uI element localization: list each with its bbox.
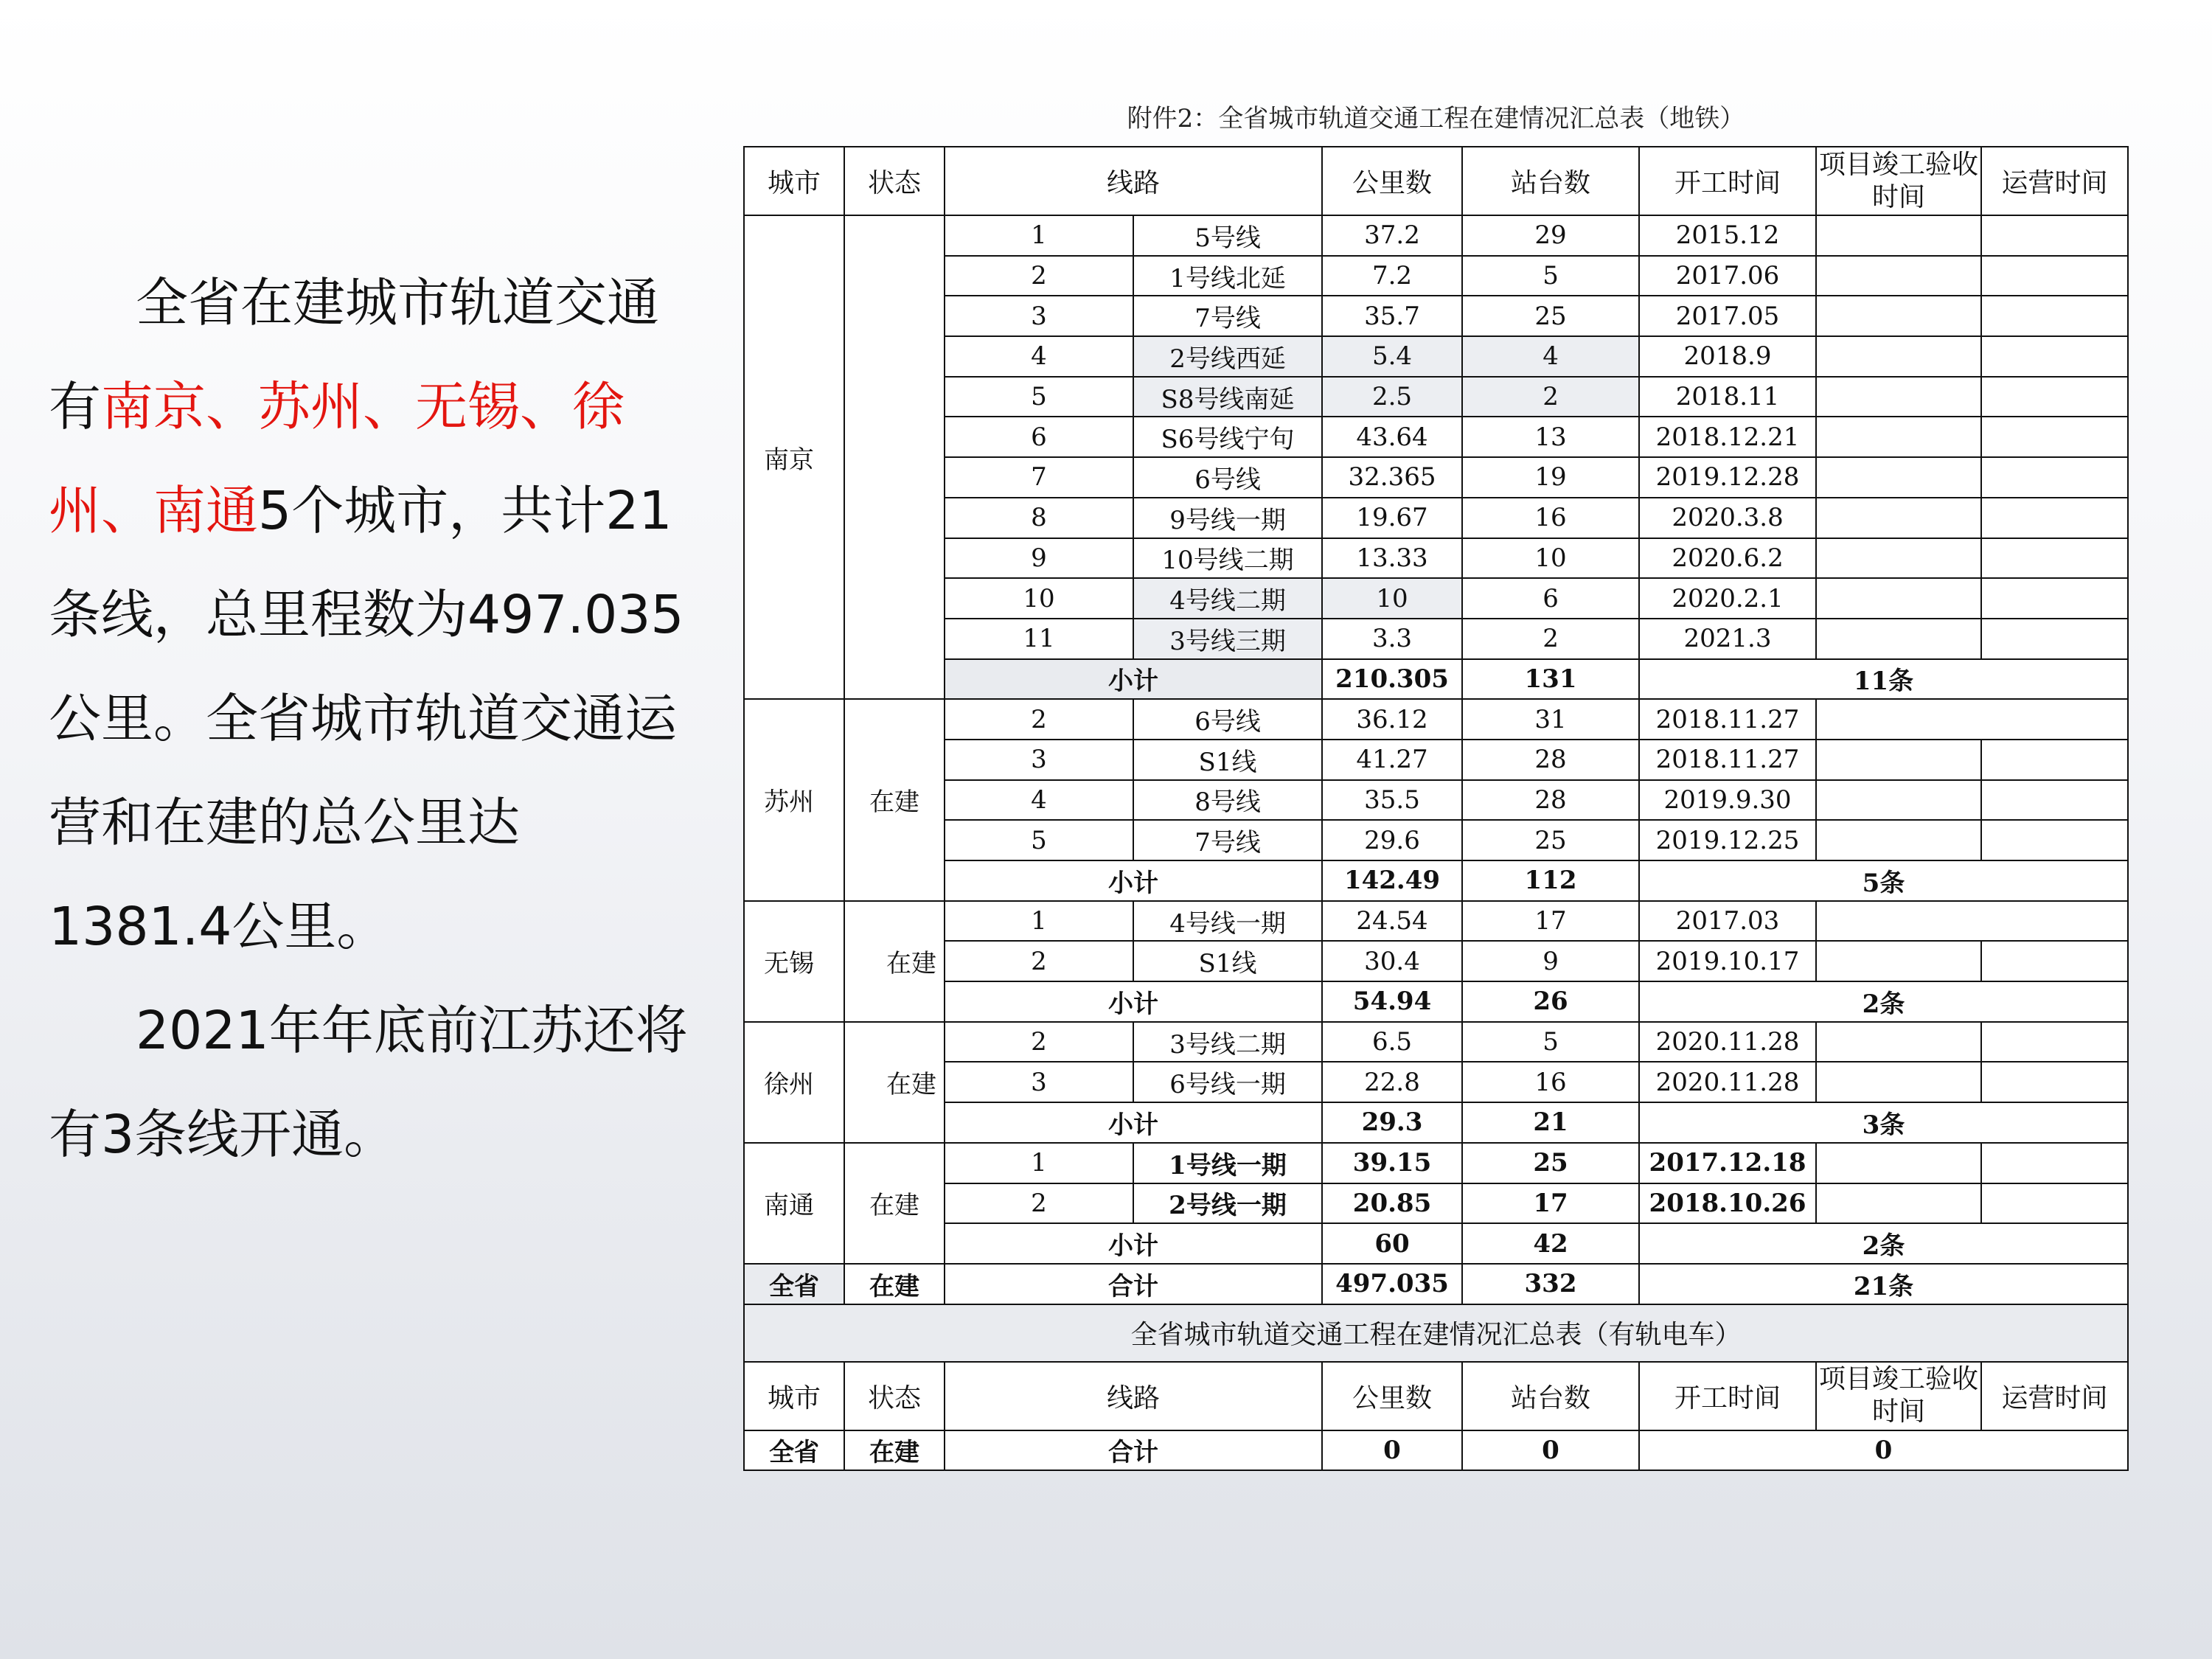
- city-cell: 徐州: [744, 1022, 844, 1143]
- table-cell: [1816, 377, 1981, 417]
- table-cell: 20.85: [1322, 1183, 1462, 1224]
- table-cell: 41.27: [1322, 740, 1462, 780]
- table-cell: 2020.3.8: [1639, 498, 1816, 538]
- table-cell: 2018.11.27: [1639, 740, 1816, 780]
- table-cell: 3.3: [1322, 619, 1462, 659]
- table-cell: 0: [1639, 1430, 2128, 1471]
- table-row: [744, 619, 2128, 659]
- table-cell: 5: [945, 820, 1133, 860]
- tram-title: 全省城市轨道交通工程在建情况汇总表（有轨电车）: [744, 1304, 2128, 1362]
- table-cell: 9号线一期: [1133, 498, 1322, 538]
- header-status: 状态: [844, 147, 945, 215]
- city-cell: 南京: [744, 215, 844, 699]
- table-cell: S8号线南延: [1133, 377, 1322, 417]
- table-cell: 4: [945, 780, 1133, 821]
- header-start: 开工时间: [1639, 147, 1816, 215]
- table-cell: 2020.2.1: [1639, 578, 1816, 619]
- table-cell: 2: [945, 1183, 1133, 1224]
- table-cell: 13: [1462, 417, 1639, 457]
- tram-total-row: [744, 1430, 2128, 1471]
- table-cell: 22.8: [1322, 1062, 1462, 1102]
- tram-header-row: [744, 1362, 2128, 1430]
- table-cell: 35.7: [1322, 296, 1462, 336]
- table-cell: [1816, 1183, 1981, 1224]
- table-cell: 2017.05: [1639, 296, 1816, 336]
- table-cell: 3号线三期: [1133, 619, 1322, 659]
- table-row: [744, 1022, 2128, 1062]
- table-cell: 小计: [945, 860, 1322, 901]
- table-cell: 合计: [945, 1430, 1322, 1471]
- table-cell: S6号线宁句: [1133, 417, 1322, 457]
- subtotal-row: [744, 860, 2128, 901]
- table-cell: [1816, 1143, 1981, 1183]
- subtotal-row: [744, 981, 2128, 1022]
- table-row: [744, 578, 2128, 619]
- table-cell: 6号线: [1133, 457, 1322, 498]
- table-cell: 小计: [945, 1102, 1322, 1143]
- table-row: [744, 377, 2128, 417]
- table-cell: 6号线: [1133, 699, 1322, 740]
- header-line: 线路: [945, 147, 1322, 215]
- status-cell: 在建: [844, 699, 945, 900]
- table-cell: 5: [1462, 1022, 1639, 1062]
- table-cell: 0: [1322, 1430, 1462, 1471]
- header-operation: 运营时间: [1981, 147, 2128, 215]
- table-cell: 30.4: [1322, 941, 1462, 981]
- table-cell: 6: [945, 417, 1133, 457]
- table-cell: 6.5: [1322, 1022, 1462, 1062]
- table-cell: 0: [1462, 1430, 1639, 1471]
- table-cell: [1816, 457, 1981, 498]
- table-cell: 36.12: [1322, 699, 1462, 740]
- table-cell: 小计: [945, 1223, 1322, 1264]
- table-cell: 5.4: [1322, 336, 1462, 377]
- table-cell: 2: [1462, 377, 1639, 417]
- table-cell: 16: [1462, 498, 1639, 538]
- status-cell: 在建: [844, 1022, 945, 1143]
- table-cell: [1981, 256, 2128, 296]
- table-cell: 7.2: [1322, 256, 1462, 296]
- table-cell: 1号线一期: [1133, 1143, 1322, 1183]
- table-cell: 2019.10.17: [1639, 941, 1816, 981]
- table-cell: 16: [1462, 1062, 1639, 1102]
- intro-paragraph-2: 2021年年底前江苏还将有3条线开通。: [49, 1000, 688, 1165]
- table-row: [744, 941, 2128, 981]
- table-cell: 1: [945, 215, 1133, 256]
- table-cell: 2017.06: [1639, 256, 1816, 296]
- table-cell: 24.54: [1322, 901, 1462, 942]
- table-cell: 状态: [844, 1362, 945, 1430]
- table-cell: 9: [1462, 941, 1639, 981]
- subtotal-row: [744, 659, 2128, 700]
- table-cell: [1816, 1062, 1981, 1102]
- table-row: [744, 699, 2128, 740]
- table-cell: [1816, 215, 1981, 256]
- table-cell: 小计: [945, 981, 1322, 1022]
- table-row: [744, 336, 2128, 377]
- intro-paragraph-1: 全省在建城市轨道交通有南京、苏州、无锡、徐州、南通5个城市，共计21条线，总里程数为497.035公里。全省城市轨道交通运营和在建的总公里达1381.4公里。: [49, 272, 684, 957]
- table-cell: 2: [945, 941, 1133, 981]
- table-cell: 17: [1462, 901, 1639, 942]
- table-cell: 25: [1462, 1143, 1639, 1183]
- table-cell: 2018.9: [1639, 336, 1816, 377]
- table-row: [744, 498, 2128, 538]
- table-cell: 19.67: [1322, 498, 1462, 538]
- table-cell: 3: [945, 296, 1133, 336]
- header-city: 城市: [744, 147, 844, 215]
- table-cell: [1816, 256, 1981, 296]
- table-cell: 2号线一期: [1133, 1183, 1322, 1224]
- table-caption: 附件2：全省城市轨道交通工程在建情况汇总表（地铁）: [1127, 104, 1745, 133]
- city-cell: 无锡: [744, 901, 844, 1022]
- table-cell: [1816, 538, 1981, 579]
- table-cell: [1981, 457, 2128, 498]
- table-cell: 8号线: [1133, 780, 1322, 821]
- table-cell: [1981, 1143, 2128, 1183]
- construction-summary-table: [743, 146, 2129, 1471]
- table-cell: 2018.11.27: [1639, 699, 1816, 740]
- table-cell: 4: [1462, 336, 1639, 377]
- table-cell: 2018.10.26: [1639, 1183, 1816, 1224]
- table-cell: 2018.12.21: [1639, 417, 1816, 457]
- table-cell: 210.305: [1322, 659, 1462, 700]
- table-cell: 17: [1462, 1183, 1639, 1224]
- table-cell: 3条: [1639, 1102, 2128, 1143]
- table-cell: 35.5: [1322, 780, 1462, 821]
- table-cell: 3号线二期: [1133, 1022, 1322, 1062]
- table-cell: 42: [1462, 1223, 1639, 1264]
- table-cell: 小计: [945, 659, 1322, 700]
- table-cell: [1816, 941, 1981, 981]
- table-row: [744, 740, 2128, 780]
- table-cell: 29: [1462, 215, 1639, 256]
- table-cell: 13.33: [1322, 538, 1462, 579]
- table-cell: 8: [945, 498, 1133, 538]
- table-cell: 城市: [744, 1362, 844, 1430]
- table-row: [744, 215, 2128, 256]
- tram-section-title-row: [744, 1304, 2128, 1362]
- subtotal-row: [744, 1102, 2128, 1143]
- table-cell: [1981, 417, 2128, 457]
- table-cell: 3: [945, 1062, 1133, 1102]
- table-cell: 2019.9.30: [1639, 780, 1816, 821]
- table-row: [744, 296, 2128, 336]
- table-cell: 4号线二期: [1133, 578, 1322, 619]
- table-cell: 6号线一期: [1133, 1062, 1322, 1102]
- table-cell: [1981, 215, 2128, 256]
- table-cell: [1816, 296, 1981, 336]
- intro-text: [49, 251, 690, 1186]
- table-cell: [1981, 740, 2128, 780]
- table-cell: 25: [1462, 820, 1639, 860]
- header-stations: 站台数: [1462, 147, 1639, 215]
- table-cell: 131: [1462, 659, 1639, 700]
- table-cell: [1981, 820, 2128, 860]
- table-cell: [1981, 1062, 2128, 1102]
- table-cell: 10: [945, 578, 1133, 619]
- table-cell: 28: [1462, 740, 1639, 780]
- table-cell: 43.64: [1322, 417, 1462, 457]
- table-cell: 运营时间: [1981, 1362, 2128, 1430]
- city-cell: 苏州: [744, 699, 844, 900]
- table-cell: 54.94: [1322, 981, 1462, 1022]
- table-cell: 2: [945, 256, 1133, 296]
- table-cell: 2020.11.28: [1639, 1062, 1816, 1102]
- table-row: [744, 1062, 2128, 1102]
- table-row: [744, 1143, 2128, 1183]
- table-cell: 112: [1462, 860, 1639, 901]
- table-cell: 29.6: [1322, 820, 1462, 860]
- table-cell: 19: [1462, 457, 1639, 498]
- table-cell: 11条: [1639, 659, 2128, 700]
- table-row: [744, 1183, 2128, 1224]
- table-cell: 2019.12.28: [1639, 457, 1816, 498]
- table-cell: 10: [1322, 578, 1462, 619]
- table-cell: 2: [945, 699, 1133, 740]
- table-cell: S1线: [1133, 740, 1322, 780]
- status-cell: [844, 215, 945, 699]
- table-cell: 7号线: [1133, 820, 1322, 860]
- table-cell: 2018.11: [1639, 377, 1816, 417]
- table-cell: 2017.12.18: [1639, 1143, 1816, 1183]
- table-cell: S1线: [1133, 941, 1322, 981]
- table-row: [744, 901, 2128, 942]
- table-cell: 合计: [945, 1264, 1322, 1304]
- table-cell: 2020.6.2: [1639, 538, 1816, 579]
- table-cell: 2号线西延: [1133, 336, 1322, 377]
- table-cell: [1816, 417, 1981, 457]
- table-cell: [1981, 619, 2128, 659]
- table-cell: [1816, 498, 1981, 538]
- table-cell: 在建: [844, 1430, 945, 1471]
- table-row: [744, 780, 2128, 821]
- table-cell: 2条: [1639, 981, 2128, 1022]
- table-cell: 39.15: [1322, 1143, 1462, 1183]
- highlighted-cities: 南京、苏州、无锡、徐州、南通: [49, 376, 625, 541]
- table-cell: 21条: [1639, 1264, 2128, 1304]
- table-cell: 项目竣工验收时间: [1816, 1362, 1981, 1430]
- table-cell: 2.5: [1322, 377, 1462, 417]
- table-cell: [1981, 578, 2128, 619]
- status-cell: 在建: [844, 901, 945, 1022]
- table-cell: 142.49: [1322, 860, 1462, 901]
- table-cell: 28: [1462, 780, 1639, 821]
- table-row: [744, 820, 2128, 860]
- table-cell: [1816, 1022, 1981, 1062]
- table-cell: 1: [945, 901, 1133, 942]
- table-cell: 25: [1462, 296, 1639, 336]
- table-cell: 公里数: [1322, 1362, 1462, 1430]
- table-cell: [1981, 780, 2128, 821]
- table-cell: [1981, 498, 2128, 538]
- table-cell: 开工时间: [1639, 1362, 1816, 1430]
- table-cell: 7: [945, 457, 1133, 498]
- table-cell: 10: [1462, 538, 1639, 579]
- table-cell: 2条: [1639, 1223, 2128, 1264]
- table-cell: 2020.11.28: [1639, 1022, 1816, 1062]
- table-cell: [1981, 336, 2128, 377]
- table-row: [744, 538, 2128, 579]
- table-cell: 2: [1462, 619, 1639, 659]
- table-cell: [1981, 377, 2128, 417]
- table-cell: [1816, 820, 1981, 860]
- table-cell: 2017.03: [1639, 901, 1816, 942]
- table-cell: 全省: [744, 1430, 844, 1471]
- table-cell: 21: [1462, 1102, 1639, 1143]
- table-row: [744, 417, 2128, 457]
- table-cell: 10号线二期: [1133, 538, 1322, 579]
- subtotal-row: [744, 1223, 2128, 1264]
- table-cell: [1981, 538, 2128, 579]
- table-cell: [1816, 336, 1981, 377]
- table-cell: 在建: [844, 1264, 945, 1304]
- city-cell: 南通: [744, 1143, 844, 1264]
- table-cell: 站台数: [1462, 1362, 1639, 1430]
- table-cell: 29.3: [1322, 1102, 1462, 1143]
- table-cell: [1816, 740, 1981, 780]
- table-cell: [1816, 699, 2128, 740]
- table-cell: 332: [1462, 1264, 1639, 1304]
- table-cell: 1: [945, 1143, 1133, 1183]
- header-row: [744, 147, 2128, 215]
- table-cell: [1816, 619, 1981, 659]
- table-cell: 26: [1462, 981, 1639, 1022]
- table-cell: 2: [945, 1022, 1133, 1062]
- table-cell: 4: [945, 336, 1133, 377]
- table-cell: 6: [1462, 578, 1639, 619]
- table-cell: 60: [1322, 1223, 1462, 1264]
- header-km: 公里数: [1322, 147, 1462, 215]
- table-row: [744, 256, 2128, 296]
- table-cell: [1981, 1022, 2128, 1062]
- table-cell: 11: [945, 619, 1133, 659]
- table-row: [744, 457, 2128, 498]
- table-cell: [1981, 941, 2128, 981]
- table-cell: 497.035: [1322, 1264, 1462, 1304]
- table-cell: 2019.12.25: [1639, 820, 1816, 860]
- table-cell: [1981, 1183, 2128, 1224]
- table-cell: 5: [1462, 256, 1639, 296]
- status-cell: 在建: [844, 1143, 945, 1264]
- table-cell: 31: [1462, 699, 1639, 740]
- table-cell: 9: [945, 538, 1133, 579]
- header-acceptance: 项目竣工验收时间: [1816, 147, 1981, 215]
- table-cell: [1816, 780, 1981, 821]
- table-cell: 2015.12: [1639, 215, 1816, 256]
- table-cell: 5条: [1639, 860, 2128, 901]
- table-cell: 2021.3: [1639, 619, 1816, 659]
- table-cell: 37.2: [1322, 215, 1462, 256]
- table-cell: [1816, 578, 1981, 619]
- table-cell: 4号线一期: [1133, 901, 1322, 942]
- table-cell: 32.365: [1322, 457, 1462, 498]
- table-cell: 线路: [945, 1362, 1322, 1430]
- grand-total-row: [744, 1264, 2128, 1304]
- table-cell: 3: [945, 740, 1133, 780]
- table-cell: [1816, 901, 2128, 942]
- table-cell: 5: [945, 377, 1133, 417]
- table-cell: [1981, 296, 2128, 336]
- table-cell: 5号线: [1133, 215, 1322, 256]
- table-cell: 1号线北延: [1133, 256, 1322, 296]
- table-cell: 全省: [744, 1264, 844, 1304]
- table-cell: 7号线: [1133, 296, 1322, 336]
